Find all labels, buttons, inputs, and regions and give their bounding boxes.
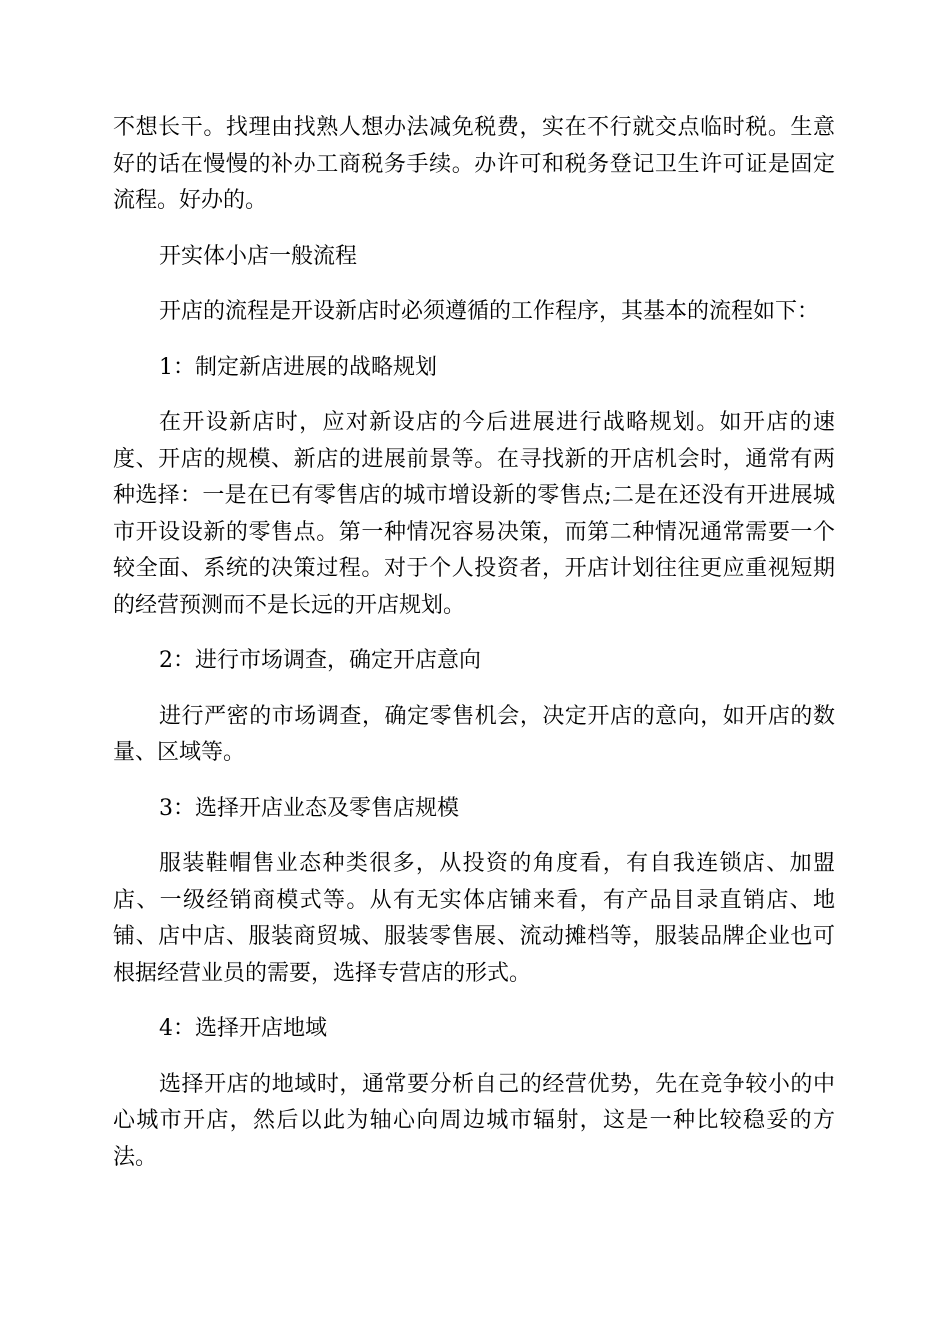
paragraph-intro: 开店的流程是开设新店时必须遵循的工作程序，其基本的流程如下：: [159, 299, 820, 324]
step-heading-1: 1：制定新店进展的战略规划: [159, 354, 437, 380]
paragraph-step-1: 在开设新店时，应对新设店的今后进展进行战略规划。如开店的速度、开店的规模、新店的进展前景等。在寻找新的开店机会时，通常有两种选择：一是在已有零售店的城市增设新的零售点;二是在还没有开进展城市开设设新的零售点。第一种情况容易决策，而第二种情况通常需要一个较全面、系统的决策过程。对于个人投资者，开店计划往往更应重视短期的经营预测而不是长远的开店规划。: [113, 410, 835, 618]
paragraph-step-4: 选择开店的地域时，通常要分析自己的经营优势，先在竞争较小的中心城市开店，然后以此为轴心向周边城市辐射，这是一种比较稳妥的方法。: [113, 1071, 835, 1170]
step-heading-4: 4：选择开店地域: [159, 1016, 327, 1041]
paragraph-step-3: 服装鞋帽售业态种类很多，从投资的角度看，有自我连锁店、加盟店、一级经销商模式等。从有无实体店铺来看，有产品目录直销店、地铺、店中店、服装商贸城、服装零售展、流动摊档等，服装品牌企业也可根据经营业员的需要，选择专营店的形式。: [113, 851, 835, 986]
step-heading-2: 2：进行市场调查，确定开店意向: [159, 648, 481, 673]
step-heading-3: 3：选择开店业态及零售店规模: [159, 795, 459, 821]
paragraph-step-2: 进行严密的市场调查，确定零售机会，决定开店的意向，如开店的数量、区域等。: [113, 703, 835, 765]
section-heading: 开实体小店一般流程: [159, 243, 358, 269]
document-body: [113, 110, 835, 1195]
paragraph-continuation: 不想长干。找理由找熟人想办法减免税费，实在不行就交点临时税。生意好的话在慢慢的补办工商税务手续。办许可和税务登记卫生许可证是固定流程。好办的。: [113, 115, 835, 213]
